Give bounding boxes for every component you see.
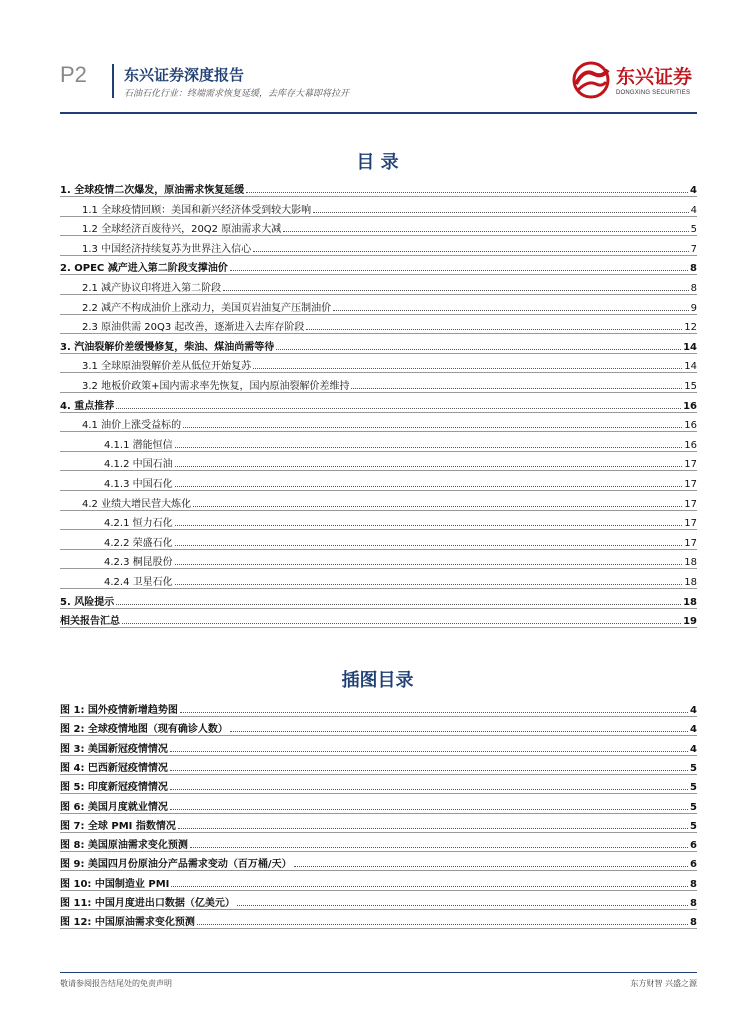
toc-row-leader <box>333 310 689 311</box>
toc-row-page: 9 <box>690 302 697 314</box>
logo-text: 东兴证券 <box>616 66 693 88</box>
toc-row-leader <box>122 623 681 624</box>
toc-row-label: 图 12: 中国原油需求变化预测 <box>60 917 195 929</box>
toc-row-page: 17 <box>684 459 697 471</box>
toc-row-leader <box>175 525 683 526</box>
toc-row-page: 12 <box>684 322 697 334</box>
toc-row-page: 17 <box>684 518 697 530</box>
toc-row-label: 2.1 减产协议印将进入第二阶段 <box>82 283 222 294</box>
toc-row-page: 4 <box>690 743 697 755</box>
toc-row-leader <box>253 251 689 252</box>
toc-row[interactable] <box>60 333 697 353</box>
toc-row[interactable] <box>60 235 697 255</box>
toc-row-label: 3.2 地板价政策+国内需求率先恢复，国内原油裂解价差维持 <box>82 381 350 392</box>
toc-row-leader <box>170 770 688 771</box>
toc-row-leader <box>183 427 682 428</box>
toc-row-page: 17 <box>684 537 697 549</box>
toc-row-label: 4.1.1 潜能恒信 <box>104 439 173 451</box>
toc-row-page: 17 <box>684 498 697 510</box>
toc-row[interactable] <box>60 294 697 314</box>
toc-row-leader <box>253 368 682 369</box>
toc-row[interactable] <box>60 568 697 588</box>
toc-row-leader <box>170 789 688 790</box>
toc-row[interactable] <box>60 431 697 451</box>
toc-row[interactable] <box>60 352 697 372</box>
toc-row-page: 16 <box>684 439 697 451</box>
logo-emblem-icon <box>570 60 612 100</box>
toc-row-label: 4.2.4 卫星石化 <box>104 577 173 588</box>
toc-row-label: 图 7: 全球 PMI 指数情况 <box>60 820 176 832</box>
toc-row-label: 1. 全球疫情二次爆发，原油需求恢复延缓 <box>60 185 245 196</box>
toc-row-label: 4.2.2 荣盛石化 <box>104 537 173 549</box>
toc-row-label: 4. 重点推荐 <box>60 400 115 412</box>
toc-row-page: 18 <box>683 596 697 608</box>
footer-slogan: 东方财智 兴盛之源 <box>630 979 697 988</box>
toc-row[interactable] <box>60 274 697 294</box>
toc-row-leader <box>175 447 683 448</box>
toc-row[interactable] <box>60 450 697 470</box>
toc-row-page: 15 <box>684 381 697 392</box>
toc-row-page: 4 <box>690 724 697 736</box>
toc-row-leader <box>276 349 681 350</box>
toc-row[interactable] <box>60 313 697 333</box>
toc-row-page: 14 <box>684 361 697 373</box>
toc-row-label: 3.1 全球原油裂解价差从低位开始复苏 <box>82 361 252 373</box>
toc-row-leader <box>294 866 688 867</box>
toc-row-label: 3. 汽油裂解价差缓慢修复，柴油、煤油尚需等待 <box>60 341 275 353</box>
header-rule <box>60 112 697 114</box>
toc-row-leader <box>306 329 682 330</box>
toc-row[interactable] <box>60 411 697 431</box>
toc-row-page: 8 <box>690 898 697 909</box>
toc-row-page: 16 <box>684 420 697 432</box>
toc-row-page: 4 <box>690 185 697 196</box>
toc-row[interactable] <box>60 196 697 216</box>
toc-row[interactable] <box>60 715 697 735</box>
toc-row-label: 5. 风险提示 <box>60 596 115 608</box>
page-number: P2 <box>60 62 87 87</box>
toc-row-leader <box>171 886 688 887</box>
toc-row[interactable] <box>60 254 697 274</box>
footer-disclaimer: 敬请参阅报告结尾处的免责声明 <box>60 979 172 988</box>
toc-row[interactable] <box>60 215 697 235</box>
toc-row-leader <box>230 731 688 732</box>
toc-row-label: 图 1: 国外疫情新增趋势图 <box>60 705 178 716</box>
row-separator <box>60 928 697 929</box>
toc-row[interactable] <box>60 372 697 392</box>
toc-row-leader <box>230 270 688 271</box>
toc-row-label: 相关报告汇总 <box>60 616 120 628</box>
toc-row-leader <box>116 604 681 605</box>
toc-row-leader <box>175 466 683 467</box>
toc-row-label: 图 9: 美国四月份原油分产品需求变动（百万桶/天） <box>60 859 292 871</box>
toc-row[interactable] <box>60 548 697 568</box>
toc-row[interactable] <box>60 696 697 716</box>
toc-row-leader <box>175 486 683 487</box>
toc-row[interactable] <box>60 735 697 755</box>
toc-row-label: 1.2 全球经济百废待兴，20Q2 原油需求大减 <box>82 224 282 236</box>
toc-row[interactable] <box>60 754 697 774</box>
toc-row-page: 6 <box>690 840 697 852</box>
toc-row-page: 4 <box>690 705 697 716</box>
toc-row-page: 8 <box>690 917 697 929</box>
row-separator <box>60 627 697 628</box>
toc-row-label: 1.3 中国经济持续复苏为世界注入信心 <box>82 243 252 255</box>
footer-rule <box>60 972 697 973</box>
page-header <box>0 0 755 120</box>
toc-row-leader <box>180 712 688 713</box>
toc-row-label: 图 3: 美国新冠疫情情况 <box>60 743 168 755</box>
logo-subtext: DONGXING SECURITIES <box>616 90 691 96</box>
toc-row-label: 4.1 油价上涨受益标的 <box>82 420 182 432</box>
toc-title: 目 录 <box>356 152 399 173</box>
toc-row-leader <box>175 545 683 546</box>
toc-row-page: 5 <box>690 224 697 236</box>
toc-row-page: 5 <box>690 782 697 794</box>
toc-row-label: 图 2: 全球疫情地图（现有确诊人数） <box>60 724 228 736</box>
toc-row-leader <box>178 828 688 829</box>
toc-row-label: 4.1.3 中国石化 <box>104 479 173 490</box>
toc-row-label: 图 10: 中国制造业 PMI <box>60 878 170 890</box>
toc-row[interactable] <box>60 490 697 510</box>
report-subtitle: 石油石化行业：终端需求恢复延缓，去库存大幕即将拉开 <box>124 89 350 99</box>
toc-row-leader <box>197 924 688 925</box>
toc-row-leader <box>246 192 688 193</box>
toc-row-label: 4.2.1 恒力石化 <box>104 518 173 530</box>
toc-row-label: 4.2.3 桐昆股份 <box>104 557 173 569</box>
toc-row-page: 18 <box>684 557 697 569</box>
toc-row-leader <box>175 584 683 585</box>
figures-title: 插图目录 <box>341 670 414 691</box>
toc-row[interactable] <box>60 889 697 909</box>
toc-row-leader <box>116 408 681 409</box>
toc-row-page: 6 <box>690 859 697 871</box>
toc-row-leader <box>193 506 682 507</box>
toc-row-leader <box>170 809 688 810</box>
toc-row[interactable] <box>60 773 697 793</box>
toc-row-leader <box>175 564 683 565</box>
company-logo <box>570 60 700 104</box>
toc-row[interactable] <box>60 392 697 412</box>
toc-row[interactable] <box>60 588 697 608</box>
toc-row-page: 5 <box>690 762 697 774</box>
toc-row-page: 16 <box>683 400 697 412</box>
toc-row[interactable] <box>60 870 697 890</box>
toc-row[interactable] <box>60 470 697 490</box>
toc-row-label: 4.2 业绩大增民营大炼化 <box>82 498 192 510</box>
toc-row-page: 18 <box>684 577 697 588</box>
toc-row[interactable] <box>60 509 697 529</box>
toc-row[interactable] <box>60 607 697 627</box>
toc-row-label: 2.2 减产不构成油价上涨动力，美国页岩油复产压制油价 <box>82 302 332 314</box>
report-title: 东兴证券深度报告 <box>124 66 245 84</box>
toc-row-leader <box>351 388 682 389</box>
toc-row-page: 5 <box>690 820 697 832</box>
toc-row[interactable] <box>60 793 697 813</box>
toc-row-label: 图 8: 美国原油需求变化预测 <box>60 840 188 852</box>
toc-row-page: 17 <box>684 479 697 490</box>
header-divider <box>112 64 114 98</box>
toc-row-label: 1.1 全球疫情回顾：美国和新兴经济体受到较大影响 <box>82 204 312 216</box>
toc-row[interactable] <box>60 529 697 549</box>
toc-row-page: 19 <box>683 616 697 628</box>
toc-row-page: 8 <box>690 878 697 890</box>
toc-row-leader <box>283 231 688 232</box>
toc-row-leader <box>190 847 688 848</box>
toc-row-leader <box>313 212 689 213</box>
toc-row-page: 4 <box>690 204 697 216</box>
toc-row[interactable] <box>60 176 697 196</box>
toc-row-label: 图 5: 印度新冠疫情情况 <box>60 782 168 794</box>
toc-row[interactable] <box>60 812 697 832</box>
toc-row-page: 8 <box>690 283 697 294</box>
toc-row[interactable] <box>60 831 697 851</box>
toc-row[interactable] <box>60 850 697 870</box>
toc-row-label: 2. OPEC 减产进入第二阶段支撑油价 <box>60 263 228 275</box>
toc-row-leader <box>170 751 688 752</box>
toc-row-page: 5 <box>690 801 697 813</box>
toc-row-page: 14 <box>683 341 697 353</box>
toc-row-label: 2.3 原油供需 20Q3 起改善，逐渐进入去库存阶段 <box>82 322 305 334</box>
toc-row-page: 8 <box>690 263 697 275</box>
toc-row-leader <box>223 290 689 291</box>
toc-row[interactable] <box>60 908 697 928</box>
toc-row-page: 7 <box>690 243 697 255</box>
toc-row-label: 图 11: 中国月度进出口数据（亿美元） <box>60 898 235 909</box>
toc-row-label: 4.1.2 中国石油 <box>104 459 173 471</box>
toc-row-label: 图 4: 巴西新冠疫情情况 <box>60 762 168 774</box>
toc-row-label: 图 6: 美国月度就业情况 <box>60 801 168 813</box>
toc-row-leader <box>237 905 688 906</box>
